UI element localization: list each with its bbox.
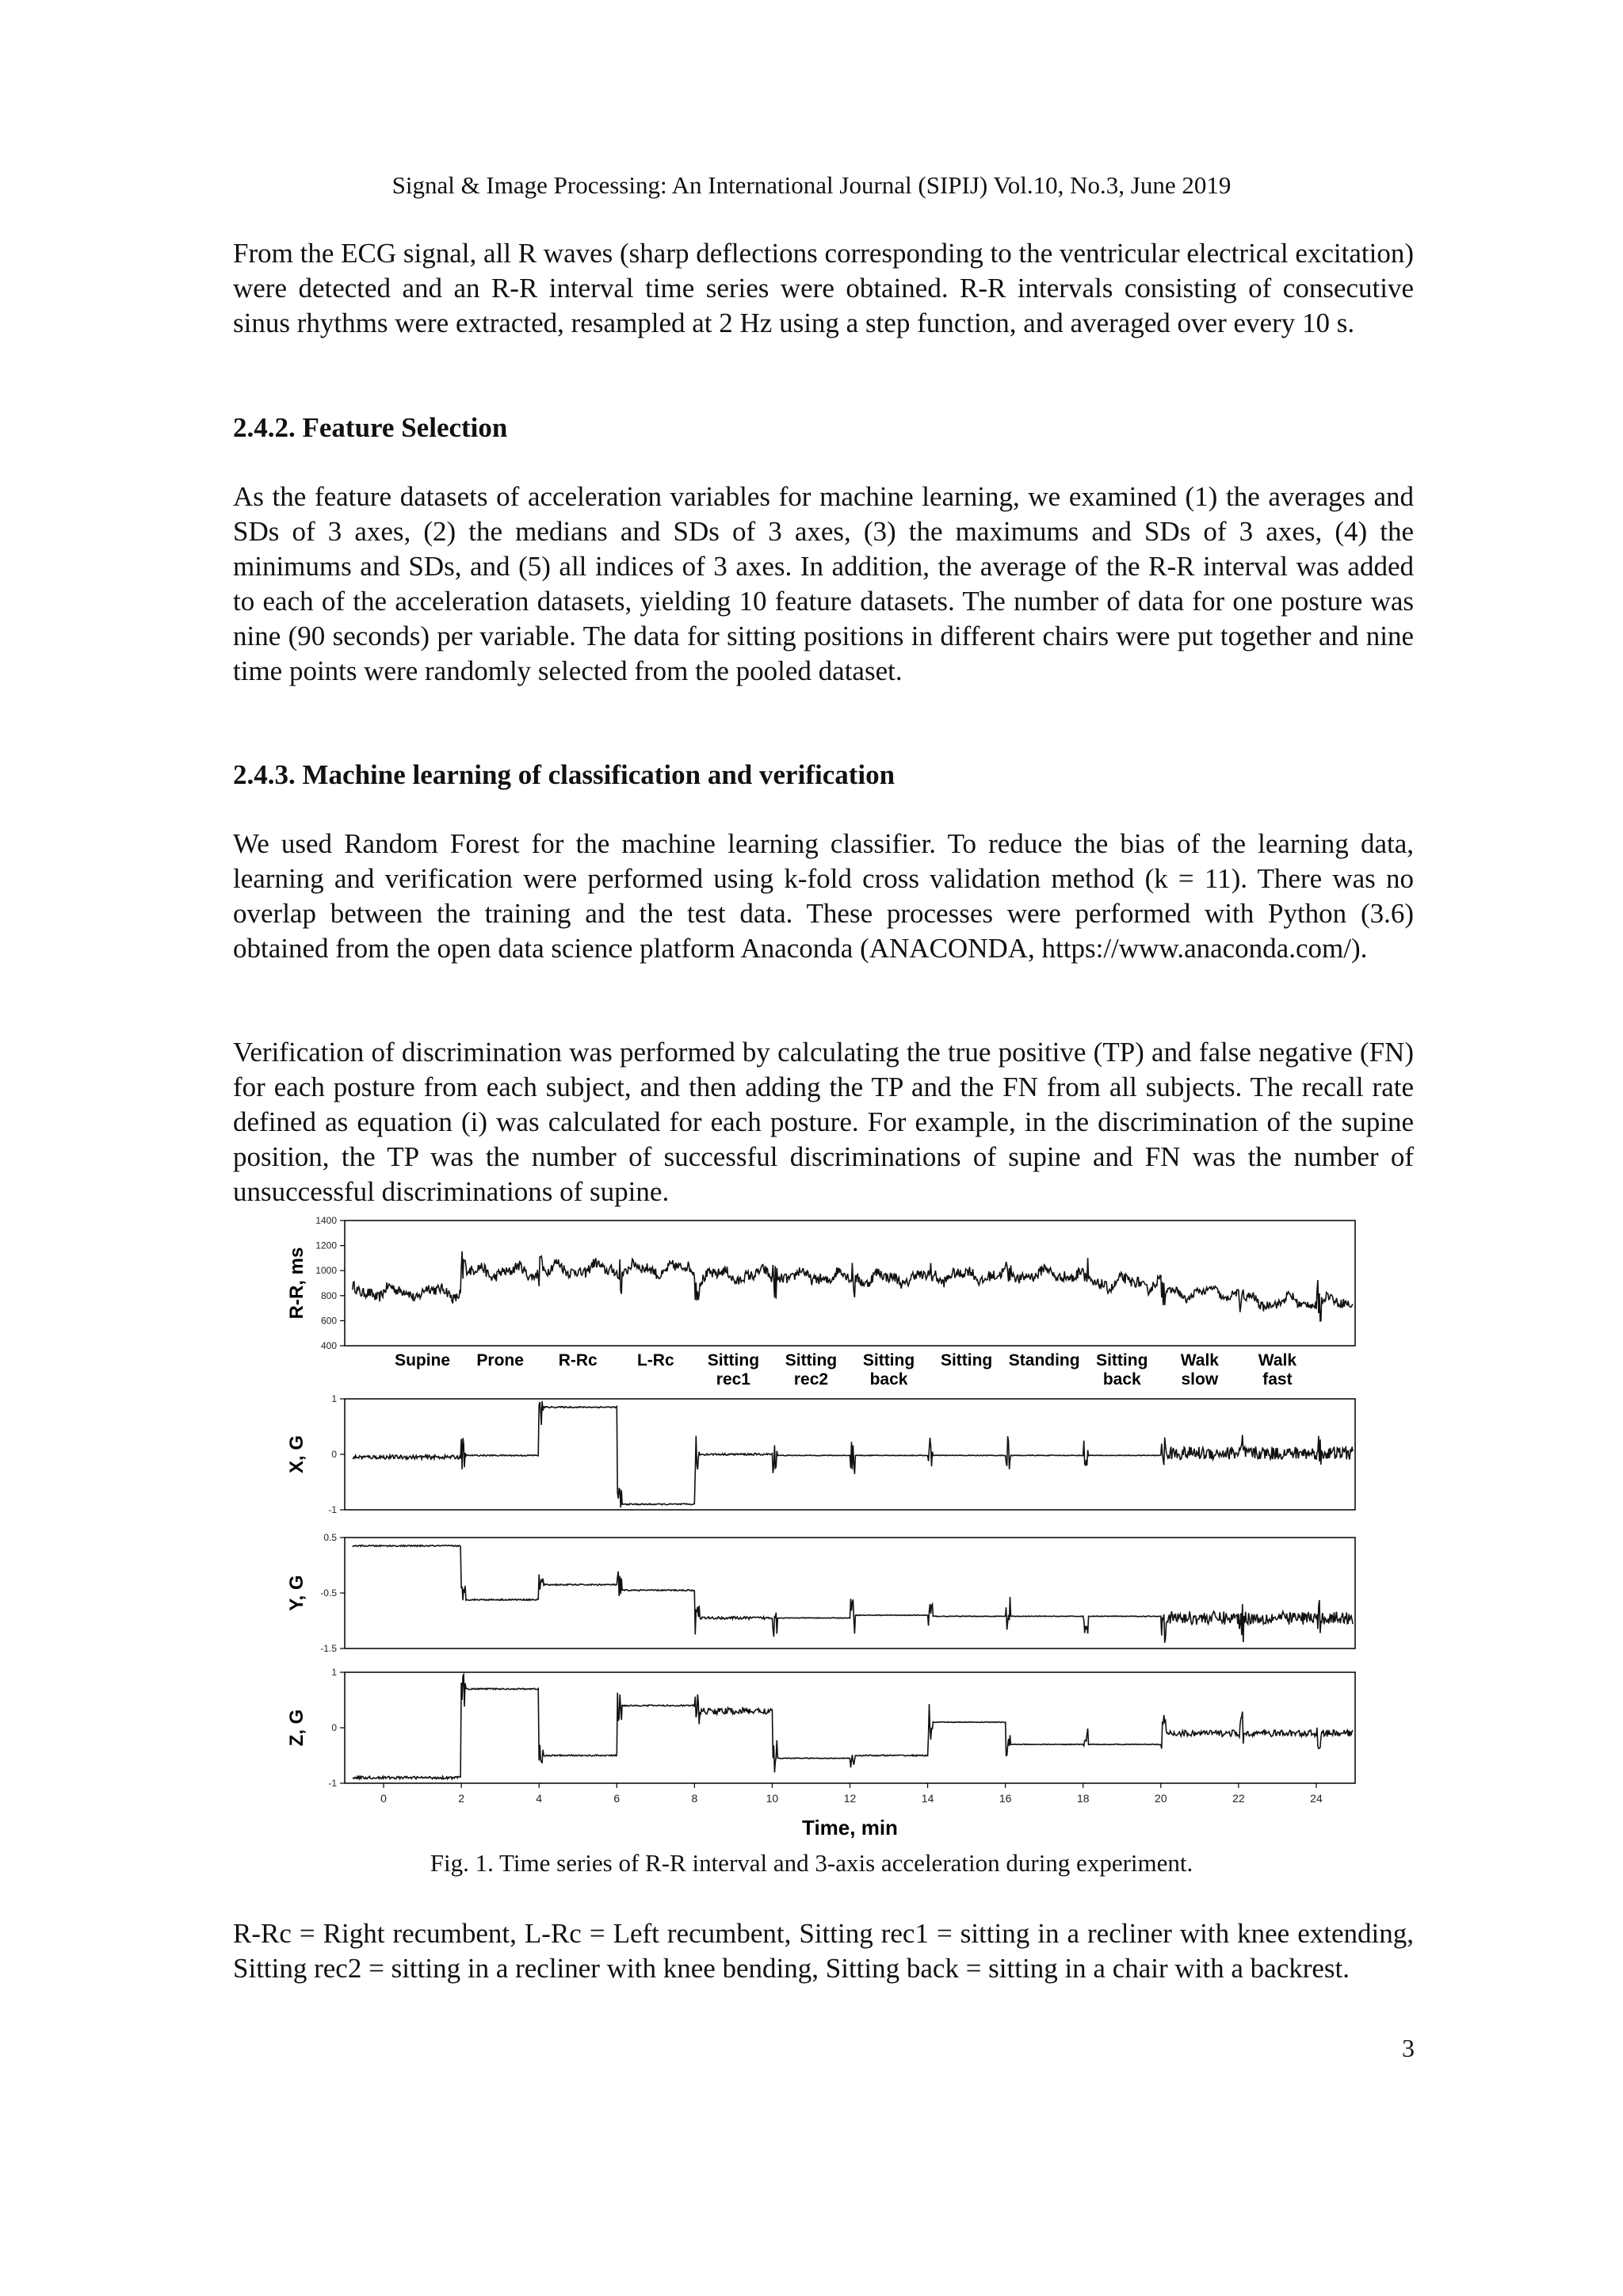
paragraph-random-forest: We used Random Forest for the machine learning classifier. To reduce the bias of the learning data, learning and verification were performed using k-fold cross validation method (k = 11). There was no overlap between the training and the test data. These processes were performed with Python (3.6) obtained from the open data science platform Anaconda (ANACONDA, https://www.anaconda.com/). xyxy=(233,828,1414,964)
x-tick-label: 24 xyxy=(1310,1792,1323,1805)
panel-frame xyxy=(345,1538,1355,1648)
posture-sublabel: rec2 xyxy=(793,1370,829,1389)
y-axis-label: Z, G xyxy=(286,1709,307,1747)
panel-frame xyxy=(345,1221,1355,1346)
x-tick-label: 6 xyxy=(613,1792,621,1805)
series-line xyxy=(353,1251,1353,1321)
posture-label: Standing xyxy=(1008,1351,1080,1370)
series-line xyxy=(353,1401,1353,1507)
x-tick-label: 16 xyxy=(999,1792,1012,1805)
series-line xyxy=(353,1545,1353,1643)
figure-1-chart xyxy=(262,1209,1379,1843)
heading-machine-learning: 2.4.3. Machine learning of classification and verification xyxy=(233,759,896,790)
x-tick-label: 12 xyxy=(843,1792,857,1805)
posture-label: Walk xyxy=(1258,1351,1297,1370)
posture-sublabel: fast xyxy=(1262,1370,1293,1389)
x-tick-label: 20 xyxy=(1155,1792,1167,1805)
x-tick-label: 18 xyxy=(1076,1792,1090,1805)
posture-label: Prone xyxy=(476,1351,524,1370)
y-tick-label: -1 xyxy=(328,1778,337,1789)
posture-label: Sitting xyxy=(940,1351,993,1370)
x-tick-label: 2 xyxy=(458,1792,465,1805)
series-line xyxy=(353,1675,1353,1779)
y-tick-label: 400 xyxy=(320,1340,337,1351)
paragraph-verification: Verification of discrimination was performed by calculating the true positive (TP) and false negative (FN) for each posture from each subject, and then adding the TP and the FN from all subjects. The recall rate defined as equation (i) was calculated for each posture. For example, in the discrimination of the supine position, the TP was the number of successful discriminations of supine and FN was the number of unsuccessful discriminations of supine. xyxy=(233,1037,1414,1207)
running-header: Signal & Image Processing: An International Journal (SIPIJ) Vol.10, No.3, June 2019 xyxy=(391,171,1232,199)
x-tick-label: 10 xyxy=(766,1792,779,1805)
y-tick-label: 600 xyxy=(320,1315,337,1327)
y-tick-label: 0 xyxy=(331,1449,337,1460)
y-tick-label: 1000 xyxy=(315,1265,337,1277)
posture-label: Walk xyxy=(1180,1351,1219,1370)
posture-label: Supine xyxy=(395,1351,451,1370)
y-tick-label: 0 xyxy=(331,1722,337,1733)
posture-sublabel: back xyxy=(869,1370,908,1389)
posture-sublabel: back xyxy=(1102,1370,1141,1389)
heading-feature-selection: 2.4.2. Feature Selection xyxy=(233,412,508,443)
x-tick-label: 0 xyxy=(380,1792,387,1805)
x-axis-label: Time, min xyxy=(802,1816,898,1839)
paragraph-feature-selection: As the feature datasets of acceleration variables for machine learning, we examined (1) the averages and SDs of 3 axes, (2) the medians and SDs of 3 axes, (3) the maximums and SDs of 3 axes, (4) the minimums and SDs, and (5) all indices of 3 axes. In addition, the average of the R-R interval was added to each of the acceleration datasets, yielding 10 feature datasets. The number of data for one posture was nine (90 seconds) per variable. The data for sitting positions in different chairs were put together and nine time points were randomly selected from the pooled dataset. xyxy=(233,481,1414,686)
y-tick-label: 800 xyxy=(320,1289,337,1301)
page-number: 3 xyxy=(1402,2034,1415,2062)
y-tick-label: 1 xyxy=(331,1667,337,1678)
x-tick-label: 4 xyxy=(536,1792,543,1805)
y-tick-label: -0.5 xyxy=(320,1587,337,1599)
y-tick-label: 1200 xyxy=(315,1240,337,1251)
posture-label: Sitting xyxy=(707,1351,760,1370)
x-tick-label: 14 xyxy=(921,1792,934,1805)
posture-label: R-Rc xyxy=(558,1351,598,1370)
y-tick-label: 0.5 xyxy=(323,1532,337,1543)
y-axis-label: R-R, ms xyxy=(286,1247,307,1320)
x-tick-label: 22 xyxy=(1232,1792,1245,1805)
posture-sublabel: rec1 xyxy=(716,1370,750,1389)
posture-label: L-Rc xyxy=(636,1351,674,1370)
paragraph-ecg: From the ECG signal, all R waves (sharp deflections corresponding to the ventricular electrical excitation) were detected and an R-R interval time series were obtained. R-R intervals consisting of consecutive sinus rhythms were extracted, resampled at 2 Hz using a step function, and averaged over every 10 s. xyxy=(233,238,1414,338)
posture-label: Sitting xyxy=(785,1351,838,1370)
y-tick-label: -1.5 xyxy=(320,1643,337,1654)
figure-caption: Fig. 1. Time series of R-R interval and 3-axis acceleration during experiment. xyxy=(430,1849,1193,1877)
paragraph-abbreviations: R-Rc = Right recumbent, L-Rc = Left recumbent, Sitting rec1 = sitting in a recliner with knee extending, Sitting rec2 = sitting in a recliner with knee bending, Sitting back = sitting in a chair with a backrest. xyxy=(233,1918,1414,1984)
y-tick-label: 1 xyxy=(331,1393,337,1404)
y-axis-label: X, G xyxy=(286,1435,307,1474)
posture-label: Sitting xyxy=(862,1351,915,1370)
posture-sublabel: slow xyxy=(1181,1370,1219,1389)
y-axis-label: Y, G xyxy=(286,1575,307,1611)
y-tick-label: 1400 xyxy=(315,1215,337,1226)
posture-label: Sitting xyxy=(1096,1351,1148,1370)
x-tick-label: 8 xyxy=(691,1792,698,1805)
y-tick-label: -1 xyxy=(328,1504,337,1515)
